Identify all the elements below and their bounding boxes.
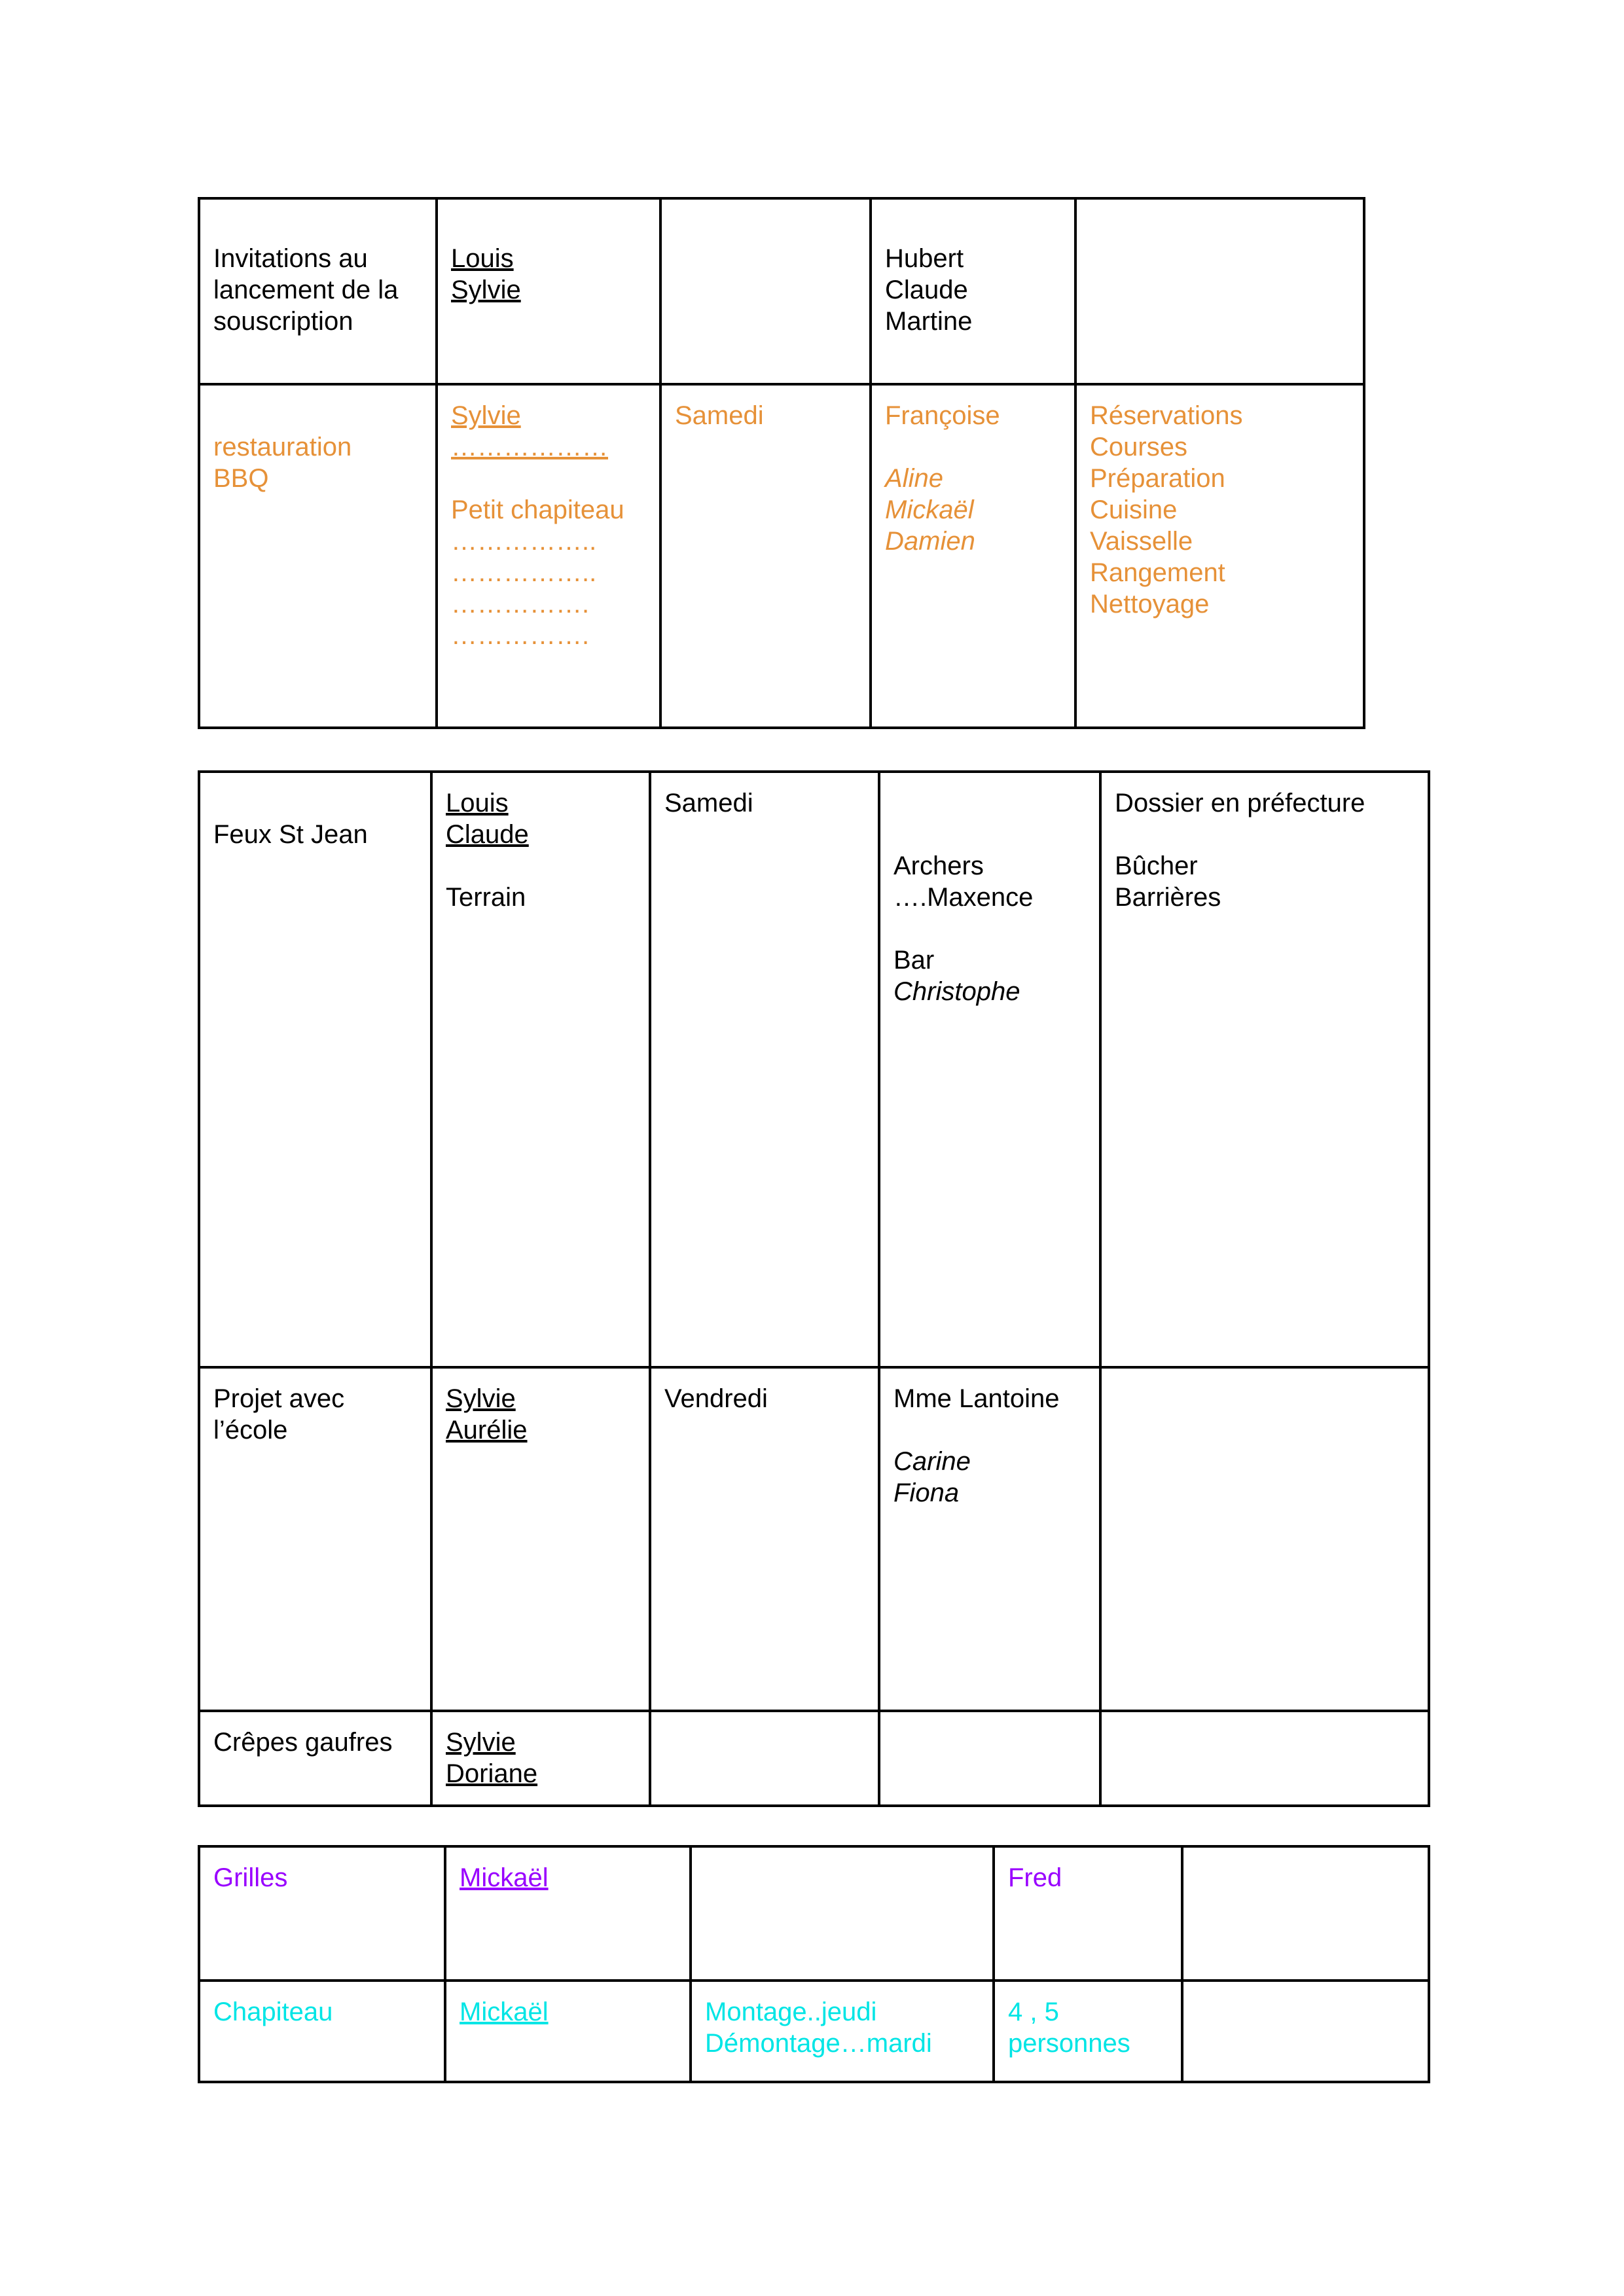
people-cell (994, 1846, 1182, 1981)
cell-line: Feux St Jean (213, 820, 368, 849)
leader-name: Aurélie (446, 1416, 528, 1444)
leader-name: Sylvie (446, 1728, 516, 1757)
cell-line (451, 463, 646, 494)
cell-line (885, 431, 1061, 463)
cell-line: ……………… (451, 433, 608, 461)
notes-cell (1100, 1711, 1429, 1806)
leaders-cell (437, 198, 660, 384)
day-cell (691, 1846, 994, 1981)
cell-line: Françoise (885, 401, 1000, 430)
cell-line: Vendredi (664, 1384, 768, 1413)
leader-name: Louis (451, 244, 514, 273)
cell-line: ….Maxence (893, 883, 1034, 912)
cell-line: lancement de la (213, 276, 399, 304)
cell-line: Projet avec (213, 1384, 345, 1413)
leaders-cell (431, 1367, 650, 1711)
leader-name: Louis (446, 789, 509, 817)
cell-line: Damien (885, 527, 975, 556)
notes-cell (1100, 772, 1429, 1367)
planning-table-3 (198, 1845, 1430, 2083)
people-cell (871, 384, 1075, 728)
cell-line: Hubert (885, 244, 964, 273)
task-cell (199, 1846, 445, 1981)
cell-line (893, 819, 1086, 850)
cell-line: Archers (893, 852, 984, 880)
cell-line: Carine (893, 1447, 971, 1476)
cell-line: …………….. (451, 527, 597, 556)
cell-line: Démontage…mardi (705, 2029, 932, 2058)
cell-line: Bar (893, 946, 935, 975)
row-feux-st-jean (199, 772, 1429, 1367)
cell-line (213, 787, 417, 819)
cell-line: Cuisine (1090, 495, 1178, 524)
task-cell (199, 1711, 431, 1806)
notes-cell (1182, 1981, 1429, 2082)
cell-line: Rangement (1090, 558, 1225, 587)
planning-table-2 (198, 770, 1430, 1807)
cell-line (893, 787, 1086, 819)
cell-line: Christophe (893, 977, 1020, 1006)
cell-line: Samedi (664, 789, 753, 817)
cell-line: Samedi (675, 401, 764, 430)
task-cell (199, 1367, 431, 1711)
cell-line: ……………. (451, 590, 590, 619)
cell-line: Chapiteau (213, 1998, 333, 2026)
leader-name: Mickaël (460, 1998, 549, 2026)
day-cell (650, 772, 879, 1367)
cell-line: Barrières (1115, 883, 1221, 912)
cell-line: Mickaël (885, 495, 974, 524)
cell-line: Terrain (446, 883, 526, 912)
cell-line: ……………. (451, 621, 590, 650)
cell-line: Dossier en préfecture (1115, 789, 1365, 817)
leader-name: Mickaël (460, 1863, 549, 1892)
leader-name: Claude (446, 820, 529, 849)
day-cell (650, 1367, 879, 1711)
cell-line: Martine (885, 307, 973, 336)
cell-line: Aline (885, 464, 943, 493)
notes-cell (1075, 198, 1364, 384)
leaders-cell (431, 1711, 650, 1806)
leader-name: Sylvie (451, 401, 521, 430)
people-cell (879, 1711, 1100, 1806)
task-cell (199, 772, 431, 1367)
notes-cell (1182, 1846, 1429, 1981)
notes-cell (1075, 384, 1364, 728)
task-cell (199, 198, 437, 384)
cell-line (1115, 819, 1415, 850)
people-cell (994, 1981, 1182, 2082)
day-cell (660, 198, 871, 384)
planning-table-1 (198, 197, 1365, 729)
notes-cell (1100, 1367, 1429, 1711)
cell-line: Fred (1008, 1863, 1062, 1892)
cell-line: personnes (1008, 2029, 1130, 2058)
leader-name: Sylvie (446, 1384, 516, 1413)
leader-name: Sylvie (451, 276, 521, 304)
cell-line: restauration (213, 433, 352, 461)
cell-line: souscription (213, 307, 353, 336)
people-cell (879, 772, 1100, 1367)
row-invitations (199, 198, 1364, 384)
cell-line: Crêpes gaufres (213, 1728, 393, 1757)
cell-line: Vaisselle (1090, 527, 1193, 556)
cell-line: l’école (213, 1416, 288, 1444)
row-projet-ecole (199, 1367, 1429, 1711)
day-cell (650, 1711, 879, 1806)
leaders-cell (431, 772, 650, 1367)
cell-line: Montage..jeudi (705, 1998, 877, 2026)
leaders-cell (445, 1846, 691, 1981)
cell-line: Réservations (1090, 401, 1243, 430)
row-chapiteau (199, 1981, 1429, 2082)
row-crepes-gaufres (199, 1711, 1429, 1806)
cell-line: Préparation (1090, 464, 1225, 493)
cell-line: …………….. (451, 558, 597, 587)
cell-line: Bûcher (1115, 852, 1198, 880)
task-cell (199, 1981, 445, 2082)
leaders-cell (445, 1981, 691, 2082)
cell-line: Claude (885, 276, 968, 304)
cell-line: Fiona (893, 1479, 960, 1507)
row-restauration (199, 384, 1364, 728)
cell-line (213, 400, 422, 431)
cell-line: BBQ (213, 464, 269, 493)
people-cell (879, 1367, 1100, 1711)
task-cell (199, 384, 437, 728)
cell-line: Courses (1090, 433, 1187, 461)
cell-line (446, 850, 636, 882)
cell-line (893, 1414, 1086, 1446)
cell-line (893, 913, 1086, 944)
cell-line: Mme Lantoine (893, 1384, 1060, 1413)
cell-line: Nettoyage (1090, 590, 1210, 619)
row-grilles (199, 1846, 1429, 1981)
cell-line: Grilles (213, 1863, 288, 1892)
leaders-cell (437, 384, 660, 728)
cell-line: 4 , 5 (1008, 1998, 1059, 2026)
people-cell (871, 198, 1075, 384)
leader-name: Doriane (446, 1759, 538, 1788)
day-cell (660, 384, 871, 728)
cell-line: Invitations au (213, 244, 368, 273)
day-cell (691, 1981, 994, 2082)
cell-line: Petit chapiteau (451, 495, 624, 524)
